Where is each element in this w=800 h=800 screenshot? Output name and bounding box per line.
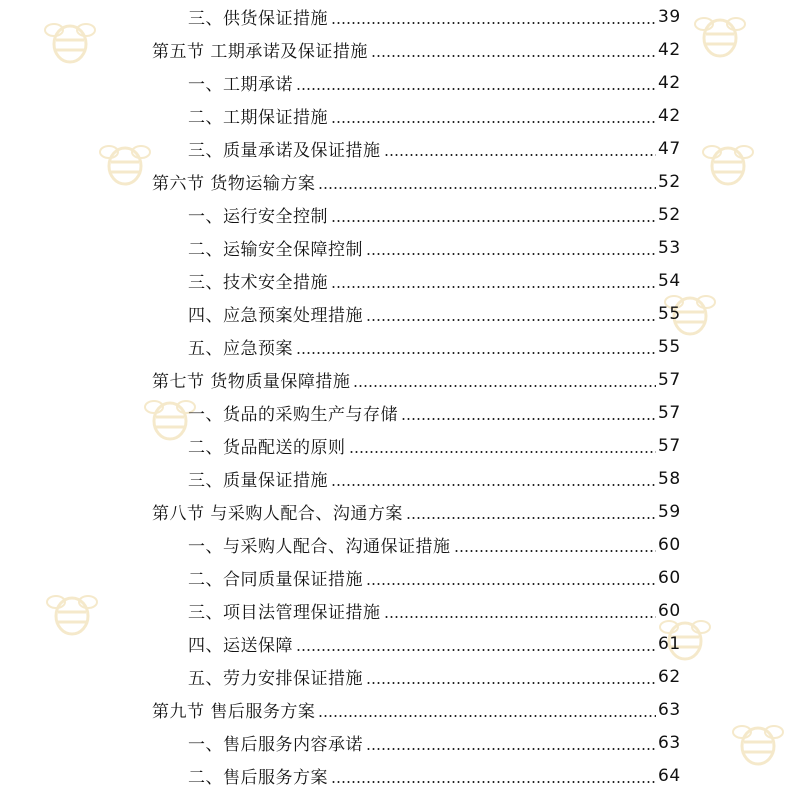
toc-entry-title: 三、技术安全措施 — [188, 273, 328, 293]
toc-entry-page-number: 62 — [658, 666, 681, 687]
toc-entry-page-number: 57 — [658, 369, 681, 390]
toc-dot-leader — [406, 505, 656, 519]
toc-entry-title: 一、与采购人配合、沟通保证措施 — [188, 537, 451, 557]
toc-entry-page-number: 60 — [658, 567, 681, 588]
toc-dot-leader — [331, 10, 656, 24]
toc-entry[interactable] — [0, 66, 800, 99]
toc-dot-leader — [366, 736, 656, 750]
toc-entry-title: 第六节 货物运输方案 — [152, 174, 316, 194]
toc-entry-page-number: 61 — [658, 633, 681, 654]
toc-entry-page-number: 47 — [658, 138, 681, 159]
toc-entry-title: 第七节 货物质量保障措施 — [152, 372, 351, 392]
toc-entry[interactable] — [0, 759, 800, 792]
toc-entry[interactable] — [0, 396, 800, 429]
toc-entry-title: 三、质量保证措施 — [188, 471, 328, 491]
toc-entry-page-number: 39 — [658, 6, 681, 27]
toc-entry-page-number: 53 — [658, 237, 681, 258]
toc-entry-page-number: 63 — [658, 699, 681, 720]
toc-dot-leader — [353, 373, 656, 387]
toc-dot-leader — [384, 604, 657, 618]
toc-entry-title: 第九节 售后服务方案 — [152, 702, 316, 722]
toc-entry[interactable] — [0, 594, 800, 627]
toc-dot-leader — [349, 439, 657, 453]
toc-entry[interactable] — [0, 363, 800, 396]
toc-dot-leader — [384, 142, 657, 156]
toc-dot-leader — [366, 307, 656, 321]
toc-dot-leader — [454, 538, 657, 552]
toc-entry-title: 二、合同质量保证措施 — [188, 570, 363, 590]
toc-entry-title: 五、劳力安排保证措施 — [188, 669, 363, 689]
toc-entry-title: 二、工期保证措施 — [188, 108, 328, 128]
toc-dot-leader — [331, 208, 656, 222]
toc-entry[interactable] — [0, 297, 800, 330]
toc-dot-leader — [296, 340, 656, 354]
toc-entry[interactable] — [0, 198, 800, 231]
toc-entry[interactable] — [0, 528, 800, 561]
toc-entry-title: 三、项目法管理保证措施 — [188, 603, 381, 623]
toc-entry-title: 四、运送保障 — [188, 636, 293, 656]
toc-entry[interactable] — [0, 462, 800, 495]
toc-entry-page-number: 42 — [658, 105, 681, 126]
toc-dot-leader — [366, 670, 656, 684]
toc-entry[interactable] — [0, 231, 800, 264]
toc-entry[interactable] — [0, 429, 800, 462]
toc-dot-leader — [331, 769, 656, 783]
toc-dot-leader — [318, 175, 656, 189]
toc-entry[interactable] — [0, 693, 800, 726]
toc-entry[interactable] — [0, 561, 800, 594]
toc-entry-page-number: 54 — [658, 270, 681, 291]
toc-entry-title: 三、供货保证措施 — [188, 9, 328, 29]
toc-entry-page-number: 57 — [658, 402, 681, 423]
toc-entry[interactable] — [0, 330, 800, 363]
toc-dot-leader — [296, 637, 656, 651]
toc-entry-page-number: 55 — [658, 336, 681, 357]
toc-entry-page-number: 52 — [658, 171, 681, 192]
toc-entry-title: 五、应急预案 — [188, 339, 293, 359]
toc-entry-page-number: 63 — [658, 732, 681, 753]
toc-entry-page-number: 42 — [658, 39, 681, 60]
toc-entry[interactable] — [0, 99, 800, 132]
toc-entry[interactable] — [0, 33, 800, 66]
toc-entry-title: 四、应急预案处理措施 — [188, 306, 363, 326]
toc-entry-title: 第八节 与采购人配合、沟通方案 — [152, 504, 403, 524]
toc-dot-leader — [366, 571, 656, 585]
toc-entry[interactable] — [0, 132, 800, 165]
toc-entry-page-number: 55 — [658, 303, 681, 324]
toc-entry-page-number: 60 — [658, 534, 681, 555]
toc-entry[interactable] — [0, 495, 800, 528]
toc-entry-page-number: 58 — [658, 468, 681, 489]
toc-entry[interactable] — [0, 627, 800, 660]
toc-entry-title: 一、售后服务内容承诺 — [188, 735, 363, 755]
toc-dot-leader — [401, 406, 656, 420]
toc-entry-title: 二、售后服务方案 — [188, 768, 328, 788]
toc-dot-leader — [366, 241, 656, 255]
toc-entry-title: 一、运行安全控制 — [188, 207, 328, 227]
toc-entry-title: 二、运输安全保障控制 — [188, 240, 363, 260]
toc-entry[interactable] — [0, 165, 800, 198]
toc-dot-leader — [371, 43, 656, 57]
toc-entry-page-number: 42 — [658, 72, 681, 93]
toc-dot-leader — [331, 274, 656, 288]
toc-dot-leader — [331, 109, 656, 123]
toc-entry-page-number: 57 — [658, 435, 681, 456]
toc-entry[interactable] — [0, 660, 800, 693]
toc-entry-title: 一、工期承诺 — [188, 75, 293, 95]
toc-dot-leader — [331, 472, 656, 486]
toc-dot-leader — [318, 703, 656, 717]
toc-dot-leader — [296, 76, 656, 90]
toc-entry-page-number: 64 — [658, 765, 681, 786]
toc-entry-title: 三、质量承诺及保证措施 — [188, 141, 381, 161]
toc-entry-page-number: 52 — [658, 204, 681, 225]
toc-entry-page-number: 60 — [658, 600, 681, 621]
toc-entry[interactable] — [0, 726, 800, 759]
toc-entry-title: 一、货品的采购生产与存储 — [188, 405, 398, 425]
toc-entry[interactable] — [0, 264, 800, 297]
toc-entry-title: 第五节 工期承诺及保证措施 — [152, 42, 368, 62]
toc-entry-page-number: 59 — [658, 501, 681, 522]
toc-entry-title: 二、货品配送的原则 — [188, 438, 346, 458]
toc-entry[interactable] — [0, 0, 800, 33]
